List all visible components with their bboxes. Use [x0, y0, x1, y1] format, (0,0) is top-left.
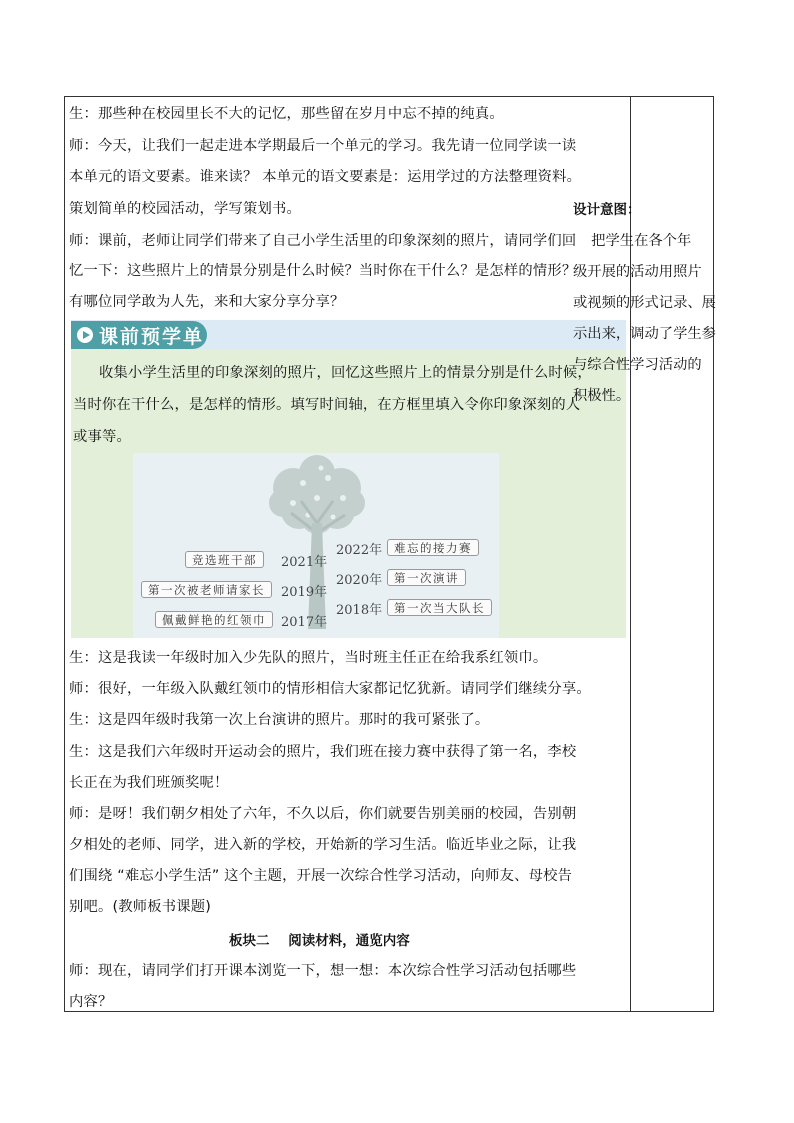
timeline-diagram — [133, 453, 499, 638]
design-intent-line: 或视频的形式记录、展 — [573, 295, 716, 311]
dialogue-line: 生：那些种在校园里长不大的记忆，那些留在岁月中忘不掉的纯真。 — [69, 106, 504, 122]
timeline-year: 2018年 — [336, 603, 383, 618]
dialogue-line: 生：这是四年级时我第一次上台演讲的照片。那时的我可紧张了。 — [69, 712, 490, 728]
dialogue-line: 本单元的语文要素。谁来读？ 本单元的语文要素是：运用学过的方法整理资料。 — [69, 169, 582, 185]
dialogue-line: 们围绕 “难忘小学生活” 这个主题，开展一次综合性学习活动，向师友、母校告 — [69, 868, 573, 884]
timeline-event: 难忘的接力赛 — [387, 539, 479, 556]
design-intent-line: 与综合性学习活动的 — [573, 357, 702, 373]
design-intent-title: 设计意图： — [573, 202, 641, 218]
preview-instruction: 收集小学生活里的印象深刻的照片，回忆这些照片上的情景分别是什么时候， — [99, 365, 592, 381]
preview-instruction: 当时你在干什么，是怎样的情形。填写时间轴，在方框里填入令你印象深刻的人 — [73, 397, 581, 413]
dialogue-line: 有哪位同学敢为人先，来和大家分享分享？ — [69, 294, 345, 310]
dialogue-line: 师：很好，一年级入队戴红领巾的情形相信大家都记忆犹新。请同学们继续分享。 — [69, 681, 591, 697]
section-title: 板块二 阅读材料，通览内容 — [229, 933, 410, 949]
design-intent-line: 积极性。 — [573, 388, 631, 404]
dialogue-line: 策划简单的校园活动，学写策划书。 — [69, 201, 301, 217]
timeline-event: 第一次被老师请家长 — [141, 581, 272, 598]
preview-instruction: 或事等。 — [73, 429, 131, 445]
dialogue-line: 生：这是我读一年级时加入少先队的照片，当时班主任正在给我系红领巾。 — [69, 650, 548, 666]
timeline-year: 2020年 — [336, 573, 383, 588]
dialogue-line: 夕相处的老师、同学，进入新的学校，开始新的学习生活。临近毕业之际，让我 — [69, 837, 577, 853]
timeline-year: 2022年 — [336, 543, 383, 558]
timeline-year: 2019年 — [281, 585, 328, 600]
design-intent-line: 把学生在各个年 — [573, 233, 692, 249]
dialogue-line: 生：这是我们六年级时开运动会的照片，我们班在接力赛中获得了第一名，李校 — [69, 744, 577, 760]
dialogue-line: 师：是呀！我们朝夕相处了六年，不久以后，你们就要告别美丽的校园，告别朝 — [69, 806, 577, 822]
design-intent-line: 示出来，调动了学生参 — [573, 326, 716, 342]
timeline-year: 2017年 — [281, 615, 328, 630]
design-intent-line: 级开展的活动用照片 — [573, 264, 702, 280]
timeline-event: 佩戴鲜艳的红领巾 — [155, 611, 273, 628]
dialogue-line: 师：现在，请同学们打开课本浏览一下，想一想：本次综合性学习活动包括哪些 — [69, 963, 577, 979]
timeline-event: 第一次当大队长 — [387, 599, 492, 616]
dialogue-line: 别吧。(教师板书课题) — [69, 899, 212, 915]
dialogue-line: 师：课前，老师让同学们带来了自己小学生活里的印象深刻的照片，请同学们回 — [69, 233, 577, 249]
dialogue-line: 长正在为我们班颁奖呢！ — [69, 775, 229, 791]
dialogue-line: 师：今天，让我们一起走进本学期最后一个单元的学习。我先请一位同学读一读 — [69, 138, 577, 154]
timeline-event: 第一次演讲 — [387, 569, 466, 586]
dialogue-line: 忆一下：这些照片上的情景分别是什么时候？当时你在干什么？是怎样的情形？ — [69, 263, 577, 279]
play-triangle-icon — [83, 331, 90, 339]
preview-header — [71, 321, 207, 349]
dialogue-line: 内容？ — [69, 994, 113, 1010]
timeline-year: 2021年 — [281, 555, 328, 570]
preview-title: 课前预学单 — [99, 326, 205, 348]
timeline-event: 竞选班干部 — [185, 551, 264, 568]
